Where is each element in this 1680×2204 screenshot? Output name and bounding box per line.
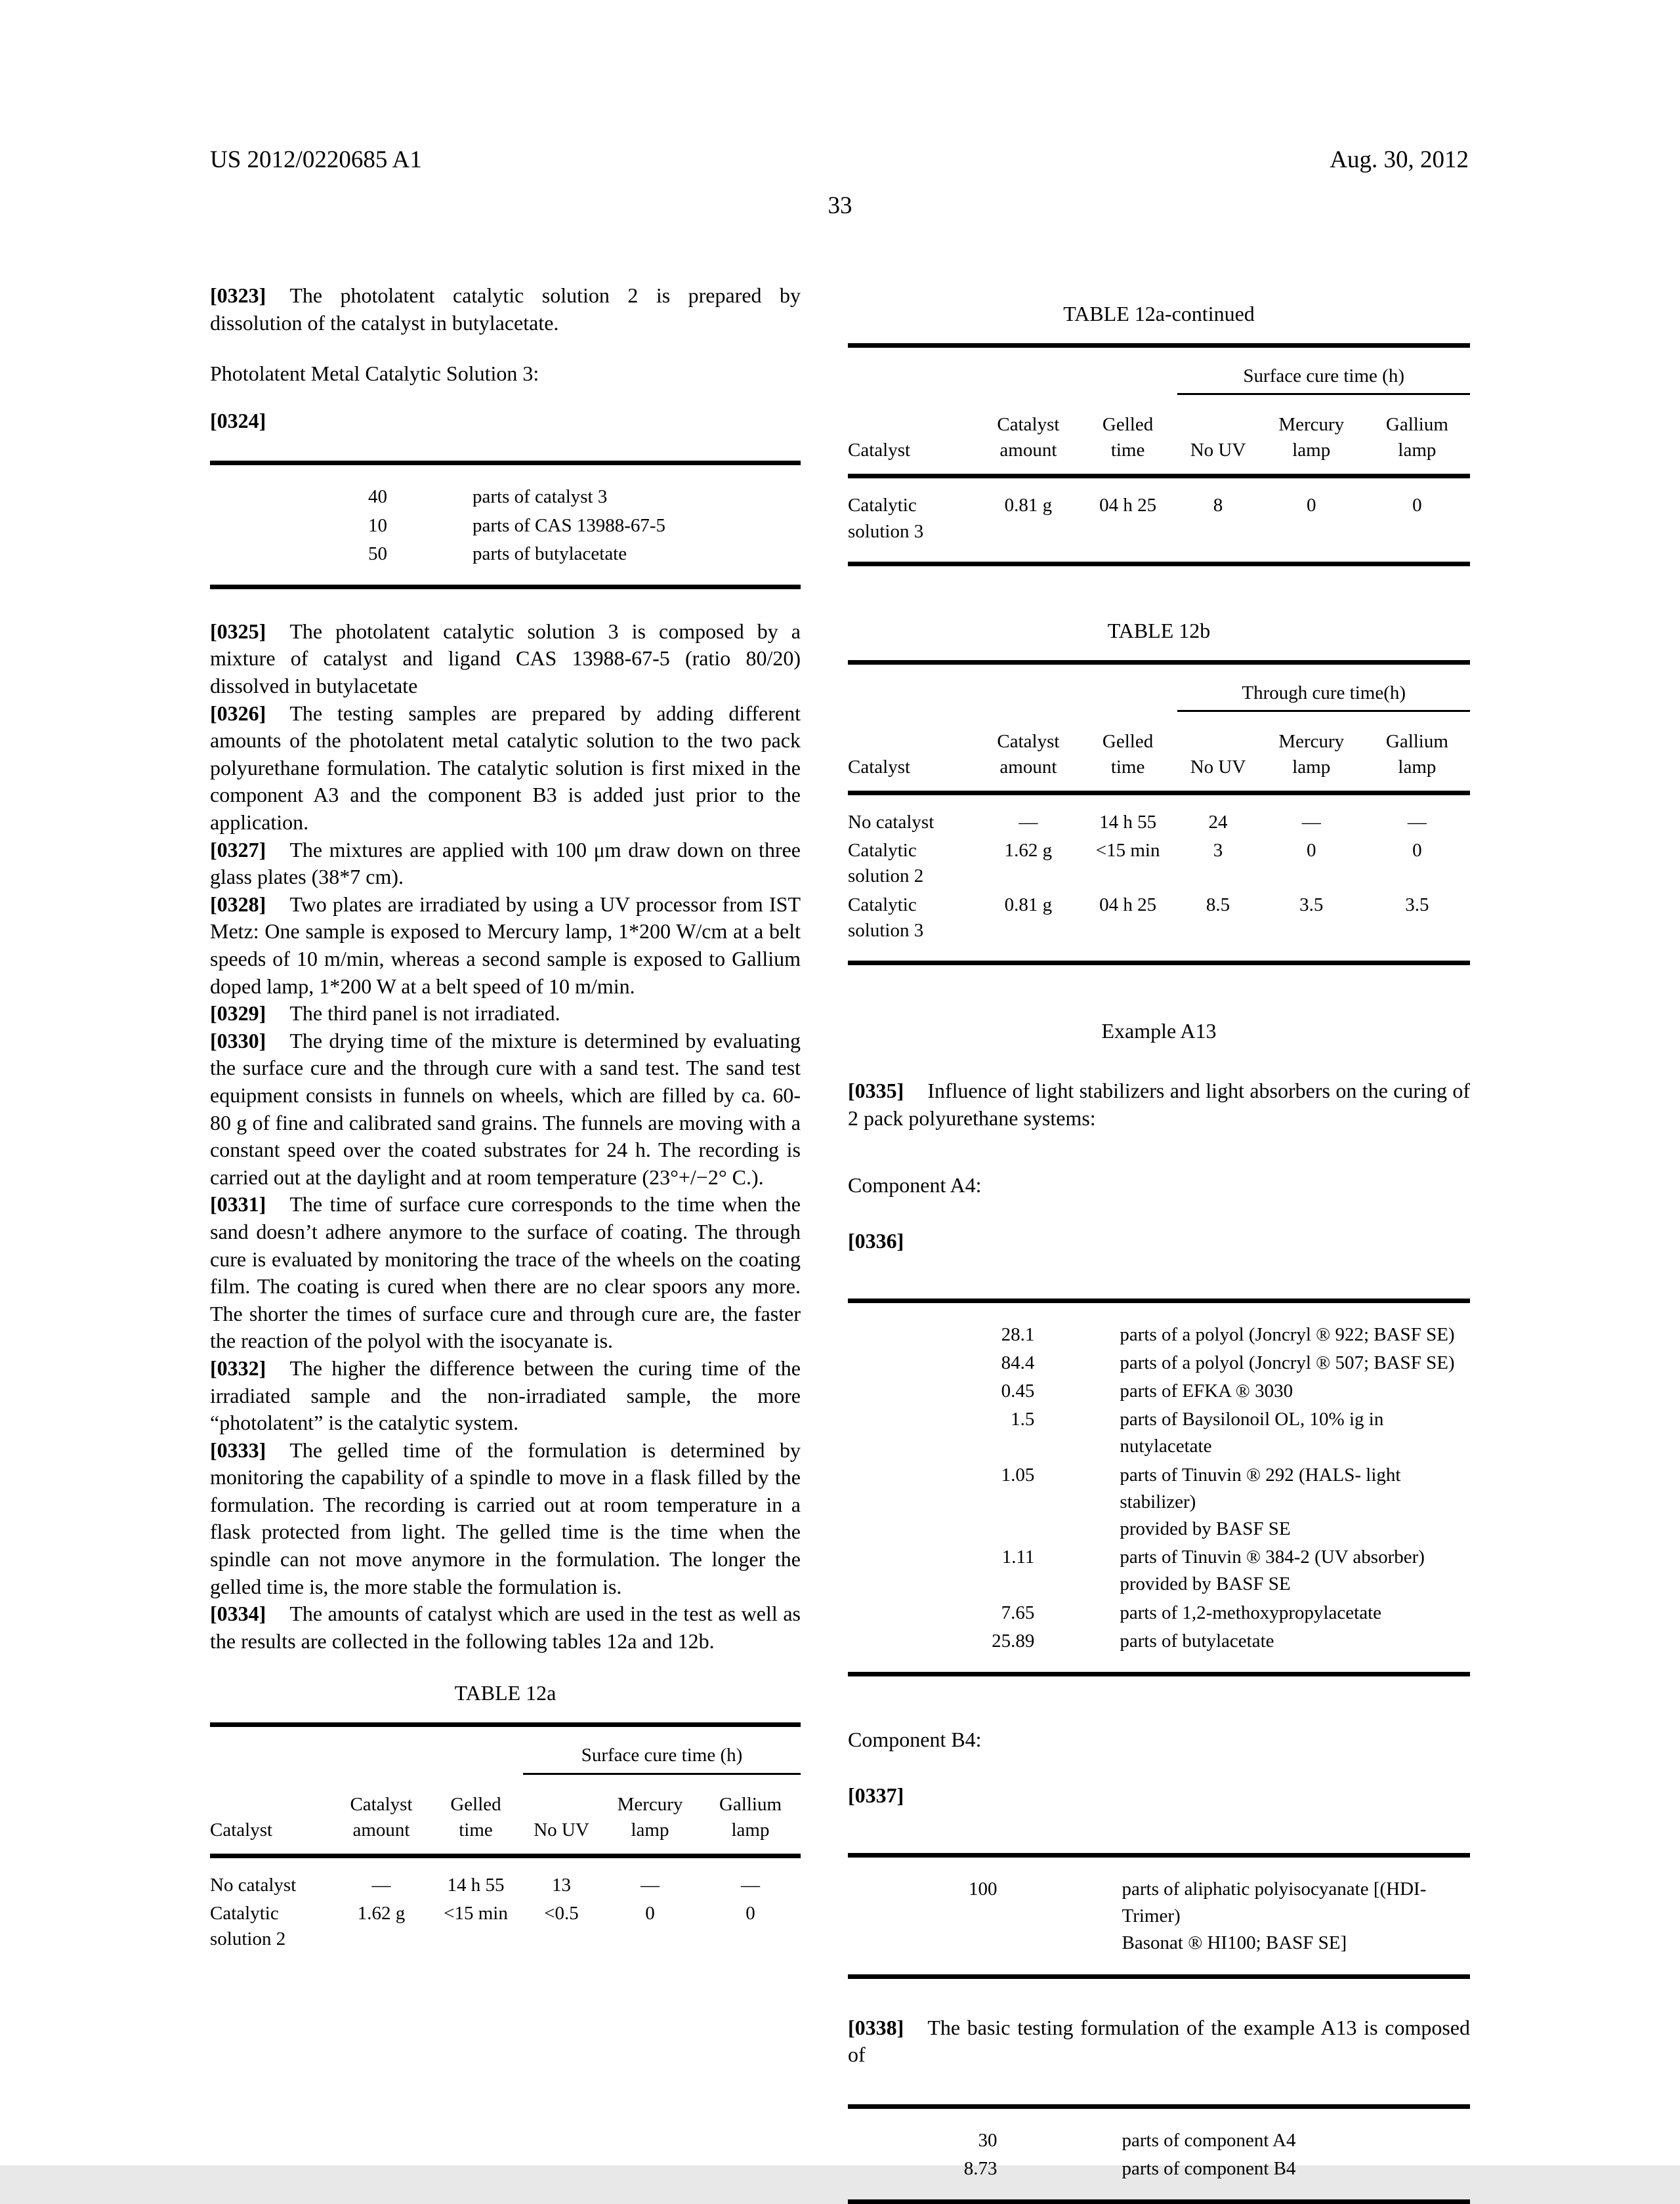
component-b4-heading: Component B4: [848,1727,982,1751]
column-header-catalyst-amount: Catalyst amount [334,1774,429,1856]
table-row [848,1300,1470,1349]
table-row [210,540,801,587]
paragraph-0336 [848,1228,1470,1255]
cell-amount: 1.05 [1001,1464,1035,1486]
paragraph-0331 [210,1191,801,1355]
cell-catalyst: Catalytic solution 2 [210,1903,286,1950]
cell-amount: 7.65 [1001,1602,1035,1623]
paragraph-tag: [0337] [848,1783,904,1808]
paragraph-0326 [210,700,801,837]
paragraph-0327 [210,837,801,891]
paragraph-text: The basic testing formulation of the example A13 is composed of [848,2015,1470,2067]
cell-amount: 1.11 [1001,1547,1035,1568]
column-header-mercury-lamp: Mercury lamp [1259,711,1364,793]
column-header-mercury-lamp: Mercury lamp [600,1774,700,1856]
spanner-label: Through cure time(h) [1177,662,1470,711]
paragraph-text: Influence of light stabilizers and light absorbers on the curing of 2 pack polyurethane systems: [848,1079,1470,1131]
column-header-catalyst: Catalyst [848,711,978,793]
paragraph-tag: [0331] [210,1192,266,1216]
cell-mercury-lamp: 0 [645,1903,655,1924]
spanner-spacer [848,662,1177,711]
column-header-catalyst-amount: Catalyst amount [978,711,1078,793]
cell-catalyst: Catalytic solution 3 [848,894,924,941]
paragraph-0330 [210,1028,801,1192]
spanner-spacer [210,1725,523,1774]
table-row [848,1405,1470,1461]
paragraph-tag: [0328] [210,892,266,916]
cell-no-uv: 24 [1208,812,1228,833]
spanner-row [848,346,1470,394]
cell-mercury-lamp: — [1301,812,1321,833]
cell-gelled-time: <15 min [444,1903,508,1924]
paragraph-text: The gelled time of the formulation is determined by monitoring the capability of a spindle to move in a flask filled by the formulation. The recording is carried out at room temperature in a flask protected from light. The gelled time is the time when the spindle can not move anymore in the formulation. The longer the gelled time is, the more stable the formulation is. [210,1438,801,1598]
cell-catalyst: No catalyst [210,1874,297,1896]
cell-mercury-lamp: — [640,1874,660,1896]
table-row [848,793,1470,837]
paragraph-tag: [0326] [210,701,266,725]
cell-amount: 0.45 [1001,1381,1035,1402]
table-row [848,1349,1470,1377]
cell-mercury-lamp: 3.5 [1299,894,1324,915]
spanner-row [848,662,1470,711]
table-12a-continued [848,343,1470,566]
paragraph-text: The third panel is not irradiated. [289,1001,560,1026]
table-row [210,1900,801,1953]
paragraph-tag: [0333] [210,1438,266,1462]
paragraph-tag: [0336] [848,1229,904,1253]
cell-mercury-lamp: 0 [1306,840,1316,862]
table-12a [210,1722,801,1953]
spanner-spacer [848,346,1177,394]
column-header-gallium-lamp: Gallium lamp [1364,394,1470,476]
cell-description: parts of butylacetate [1120,1630,1274,1652]
paragraph-0335 [848,1077,1470,1132]
table-row [848,891,1470,963]
publication-date: Aug. 30, 2012 [1330,146,1469,173]
cell-description: parts of butylacetate [472,543,627,564]
cell-no-uv: 13 [552,1874,571,1896]
paragraph-text: The drying time of the mixture is determined by evaluating the surface cure and the through cure with a sand test. The sand test equipment consists in funnels on wheels, which are filled by ca. 60-80 g of fine and calibrated sand grains. The funnels are moving with a constant speed over the coated substrates for 24 h. The recording is carried out at the daylight and at room temperature (23°+/−2° C.). [210,1028,801,1189]
cell-description: parts of 1,2-methoxypropylacetate [1120,1602,1381,1623]
cell-gelled-time: 14 h 55 [1099,812,1157,833]
table-row [848,1627,1470,1674]
spanner-row [210,1725,801,1774]
paragraph-text: The higher the difference between the curing time of the irradiated sample and the non-irradiated sample, the more “photolatent” is the catalytic system. [210,1356,801,1435]
column-header-no-uv: No UV [1177,394,1258,476]
cell-gallium-lamp: 3.5 [1405,894,1429,915]
paragraph-text: The mixtures are applied with 100 μm draw down on three glass plates (38*7 cm). [210,837,801,889]
table-row [848,1461,1470,1544]
column-header-mercury-lamp: Mercury lamp [1259,394,1364,476]
table-row [848,2106,1470,2155]
cell-gelled-time: 04 h 25 [1099,495,1157,516]
spanner-label: Surface cure time (h) [523,1725,801,1774]
cell-amount: 50 [368,543,387,564]
paragraph-0329 [210,1000,801,1028]
paragraph-text: The testing samples are prepared by adding different amounts of the photolatent metal catalytic solution to the two pack polyurethane formulation. The catalytic solution is first mixed in the component A3 and the component B3 is added just prior to the application. [210,701,801,835]
column-header-gallium-lamp: Gallium lamp [700,1774,801,1856]
cell-gallium-lamp: 0 [746,1903,755,1924]
cell-description: parts of CAS 13988-67-5 [472,514,666,536]
paragraph-tag: [0334] [210,1602,266,1626]
cell-gallium-lamp: 0 [1412,840,1422,862]
header-row [848,711,1470,793]
cell-description: parts of Tinuvin ® 384-2 (UV absorber) provided by BASF SE [1120,1547,1425,1595]
cell-no-uv: 8 [1213,495,1223,516]
paragraph-text: The photolatent catalytic solution 2 is prepared by dissolution of the catalyst in butylacetate. [210,283,801,335]
publication-number: US 2012/0220685 A1 [210,146,422,173]
column-header-catalyst: Catalyst [848,394,978,476]
column-header-gallium-lamp: Gallium lamp [1364,711,1470,793]
paragraph-tag: [0327] [210,837,266,862]
table-row [210,1856,801,1900]
cell-gelled-time: <15 min [1095,840,1160,862]
cell-no-uv: 8.5 [1206,894,1230,915]
cell-amount: 40 [368,486,387,508]
cell-description: parts of Tinuvin ® 292 (HALS- light stabilizer) provided by BASF SE [1120,1464,1401,1539]
cell-amount: 28.1 [1001,1323,1035,1345]
paragraph-tag: [0332] [210,1356,266,1380]
paragraph-0337 [848,1782,1470,1810]
cell-gallium-lamp: 0 [1412,495,1422,516]
cell-description: parts of component A4 [1122,2129,1296,2151]
table-12a-title: TABLE 12a [454,1681,556,1705]
paragraph-text: The photolatent catalytic solution 3 is composed by a mixture of catalyst and ligand CAS 13988-67-5 (ratio 80/20) dissolved in butylacetate [210,619,801,698]
cell-amount: 0.81 g [1004,894,1053,915]
table-12a-continued-title: TABLE 12a-continued [1063,302,1255,325]
paragraph-tag: [0338] [848,2015,904,2039]
cell-amount: 8.73 [963,2157,998,2179]
paragraph-text: Two plates are irradiated by using a UV processor from IST Metz: One sample is exposed to Mercury lamp, 1*200 W/cm at a belt speeds of 10 m/min, whereas a second sample is exposed to Gallium doped lamp, 1*200 W at a belt speed of 10 m/min. [210,892,801,998]
table-row [210,512,801,540]
cell-catalyst: Catalytic solution 2 [848,840,924,887]
column-header-catalyst: Catalyst [210,1774,334,1856]
cell-no-uv: <0.5 [544,1903,579,1924]
table-row [848,837,1470,890]
cell-description: parts of a polyol (Joncryl ® 922; BASF SE) [1120,1323,1455,1345]
paragraph-tag: [0329] [210,1001,266,1026]
table-row [848,1543,1470,1598]
cell-amount: 100 [969,1879,998,1900]
table-row [210,463,801,512]
paragraph-0333 [210,1437,801,1601]
table-row [848,476,1470,564]
paragraph-tag: [0325] [210,619,266,643]
cell-catalyst: Catalytic solution 3 [848,495,924,542]
component-a4-table [848,1299,1470,1676]
cell-description: parts of aliphatic polyisocyanate [(HDI-Trimer) Basonat ® HI100; BASF SE] [1122,1879,1427,1954]
cell-amount: 30 [978,2129,998,2151]
column-header-no-uv: No UV [523,1774,600,1856]
cell-description: parts of a polyol (Joncryl ® 507; BASF SE) [1120,1352,1455,1373]
header-row [848,394,1470,476]
paragraph-tag: [0330] [210,1028,266,1052]
paragraph-tag: [0324] [210,408,266,432]
paragraph-0334 [210,1600,801,1655]
paragraph-tag: [0323] [210,283,266,307]
cell-description: parts of Baysilonoil OL, 10% ig in nutylacetate [1120,1409,1384,1457]
component-a4-heading: Component A4: [848,1173,982,1197]
paragraph-text: The time of surface cure corresponds to the time when the sand doesn’t adhere anymore to the surface of coating. The through cure is evaluated by monitoring the trace of the wheels on the coating film. The coating is cured when there are no clear spoors any more. The shorter the times of surface cure and through cure are, the faster the reaction of the polyol with the isocyanate is. [210,1192,801,1353]
paragraph-0324 [210,407,801,435]
paragraph-0328 [210,891,801,1000]
component-b4-table [848,1853,1470,1979]
column-header-catalyst-amount: Catalyst amount [978,394,1078,476]
solution3-composition-table [210,461,801,589]
cell-amount: 1.62 g [1004,840,1053,862]
cell-gelled-time: 04 h 25 [1099,894,1157,915]
cell-description: parts of catalyst 3 [472,486,608,508]
cell-amount: 1.62 g [357,1903,406,1924]
cell-no-uv: 3 [1213,840,1223,862]
cell-description: parts of component B4 [1122,2157,1296,2179]
table-row [848,1377,1470,1405]
cell-catalyst: No catalyst [848,812,934,833]
table-row [848,1599,1470,1627]
left-column [210,282,801,1953]
paragraph-0323 [210,282,801,337]
spanner-label: Surface cure time (h) [1177,346,1470,394]
table-12b [848,660,1470,965]
paragraph-0325 [210,618,801,700]
cell-description: parts of EFKA ® 3030 [1120,1381,1293,1402]
cell-amount: 10 [368,514,387,536]
paragraph-tag: [0335] [848,1079,904,1103]
cell-gallium-lamp: — [741,1874,760,1896]
formulation-table [848,2104,1470,2204]
paragraph-0338 [848,2014,1470,2069]
page-number: 33 [828,192,852,219]
cell-amount: — [371,1874,391,1896]
column-header-gelled-time: Gelled time [429,1774,523,1856]
cell-gelled-time: 14 h 55 [447,1874,505,1896]
solution3-heading: Photolatent Metal Catalytic Solution 3: [210,362,539,386]
cell-gallium-lamp: — [1407,812,1427,833]
cell-amount: 25.89 [992,1630,1035,1652]
paragraph-0332 [210,1355,801,1437]
cell-amount: 84.4 [1001,1352,1035,1373]
cell-amount: — [1018,812,1038,833]
right-column [848,302,1470,2204]
header-row [210,1774,801,1856]
table-row [848,2155,1470,2202]
table-row [848,1856,1470,1977]
column-header-no-uv: No UV [1177,711,1258,793]
paragraph-text: The amounts of catalyst which are used in the test as well as the results are collected in the following tables 12a and 12b. [210,1602,801,1653]
table-12b-title: TABLE 12b [1107,618,1211,642]
cell-amount: 1.5 [1011,1409,1035,1430]
example-a13-heading: Example A13 [1101,1018,1217,1043]
column-header-gelled-time: Gelled time [1078,711,1178,793]
cell-mercury-lamp: 0 [1306,495,1316,516]
cell-amount: 0.81 g [1004,495,1053,516]
column-header-gelled-time: Gelled time [1078,394,1178,476]
